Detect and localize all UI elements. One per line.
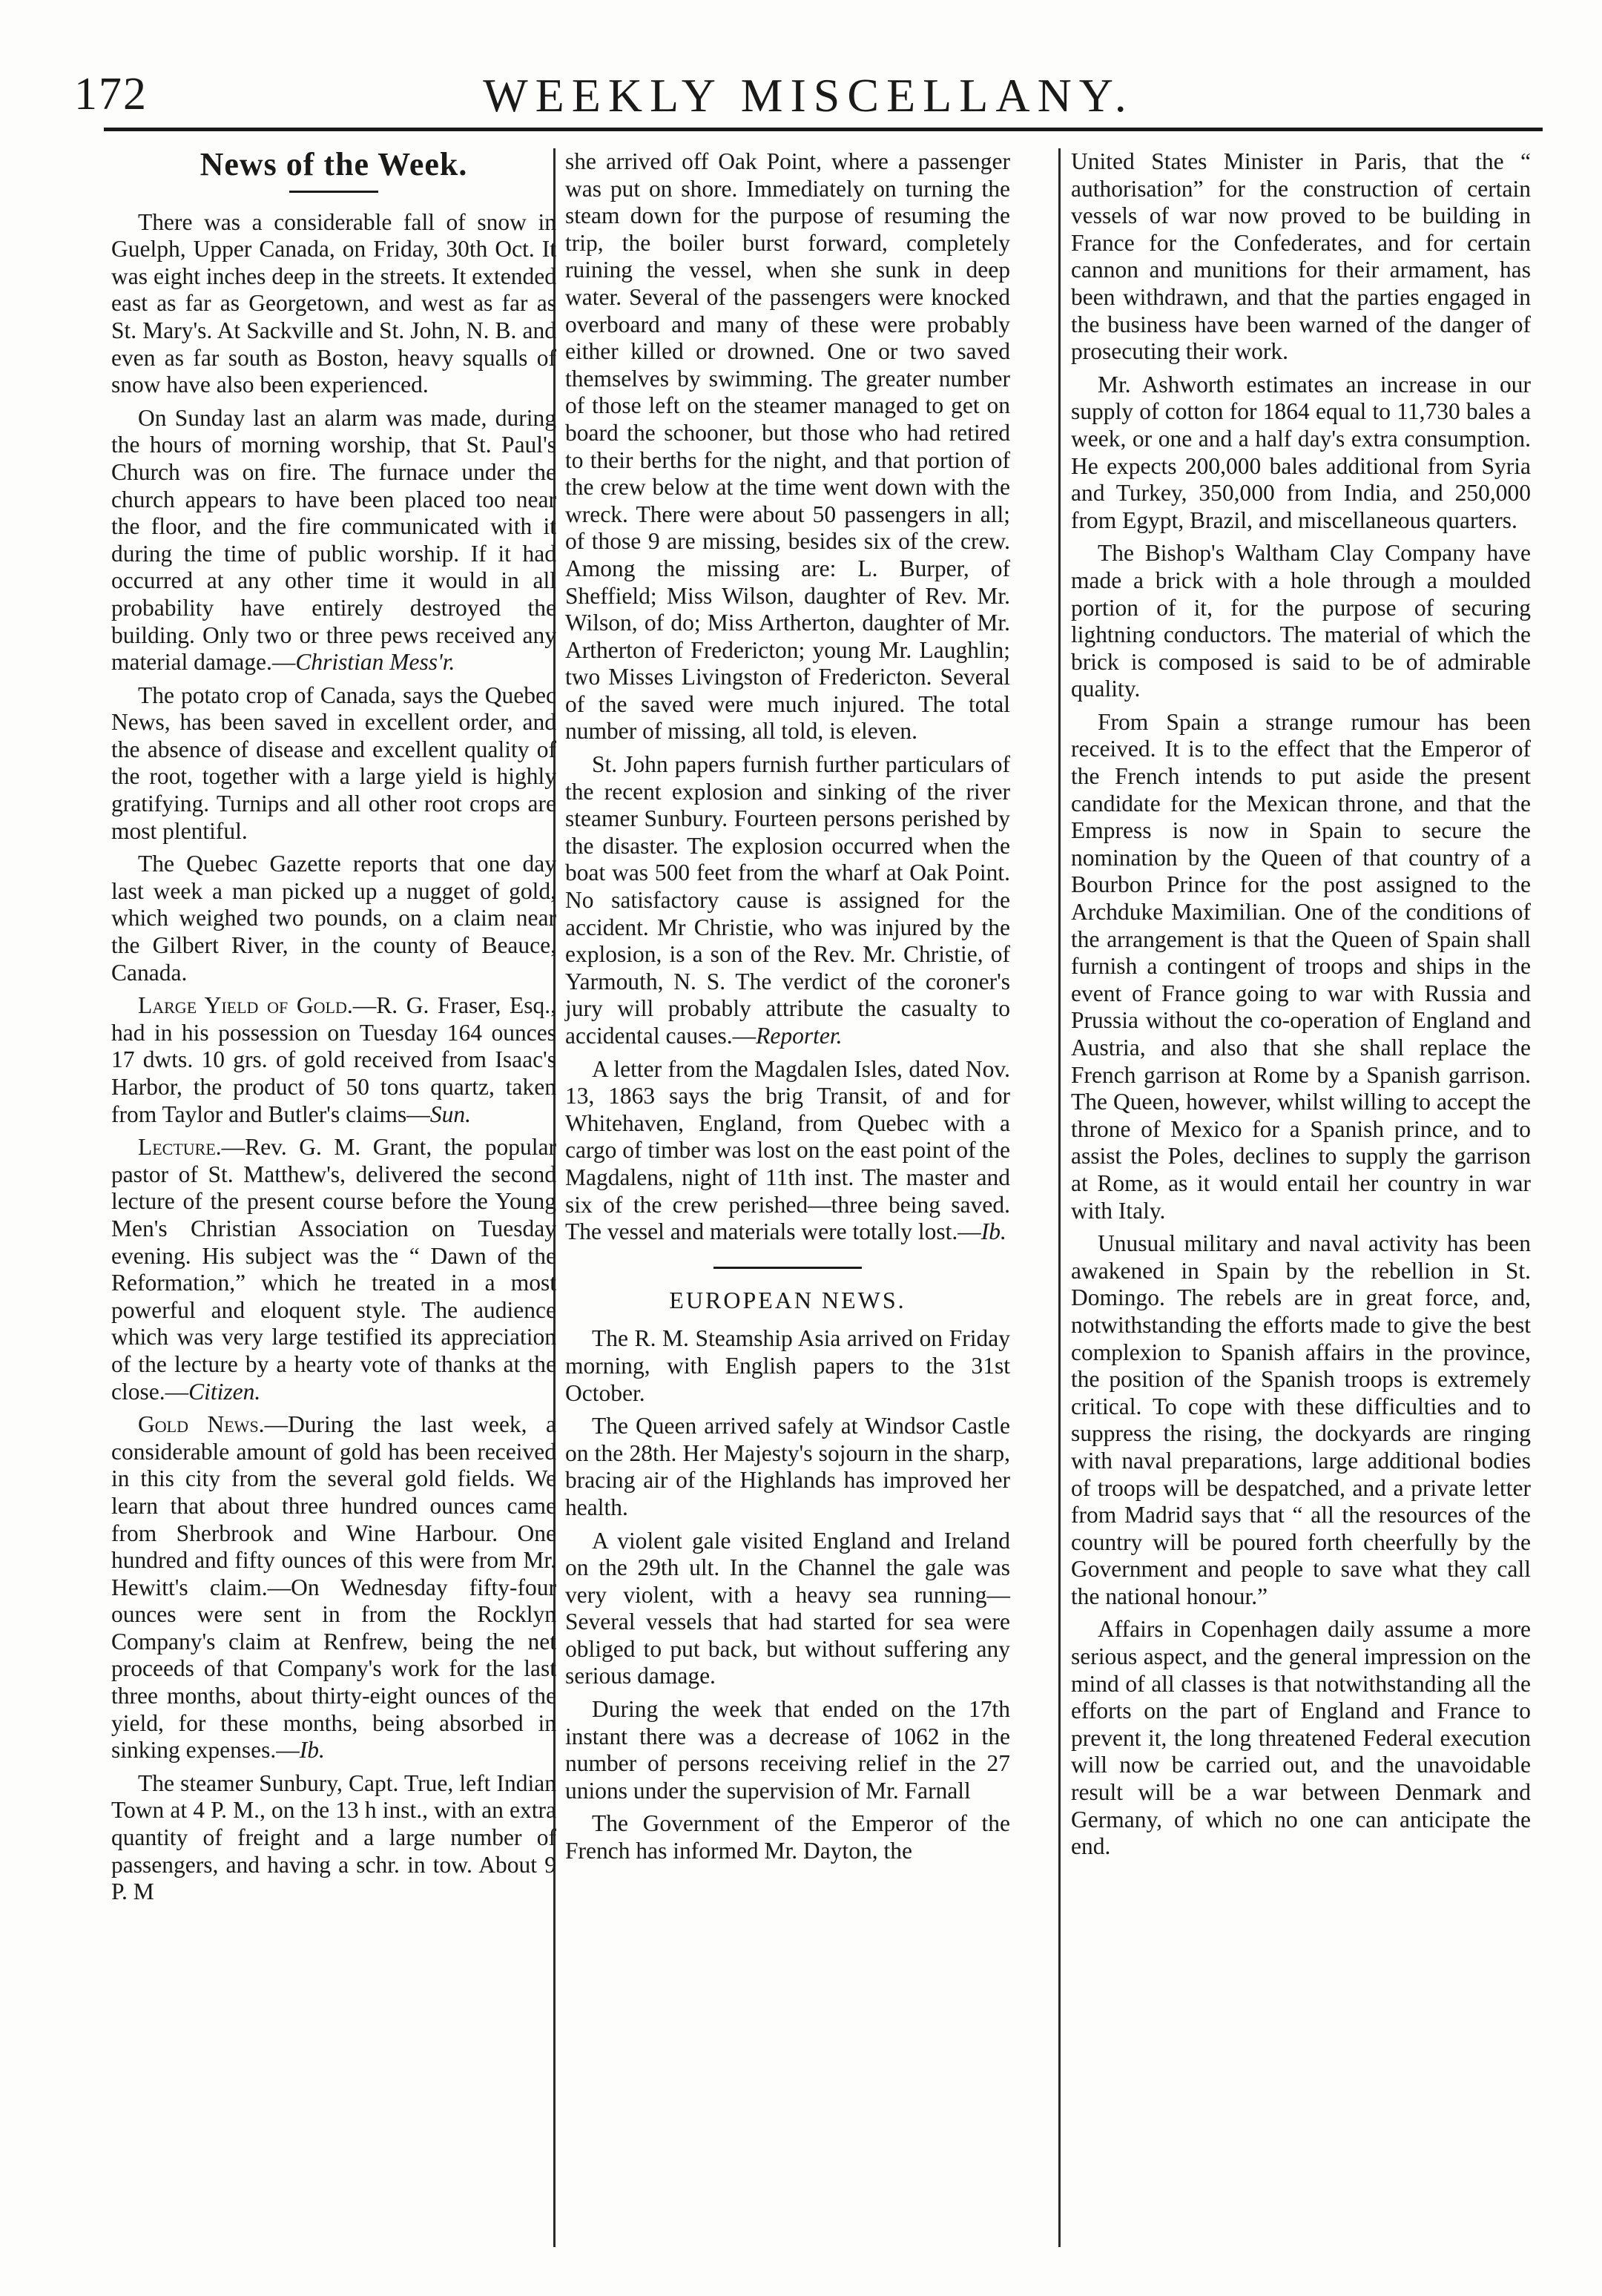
article-french-government: The Government of the Emperor of the French has informed Mr. Dayton, the: [565, 1810, 1010, 1864]
article-spain-rumour: From Spain a strange rumour has been received. It is to the effect that the Emperor of the French intends to put aside the present candidate for the Mexican throne, and that the Empress is now in Spain to secure the nomination by the Queen of that country of a Bourbon Prince for the post assigned to the Archduke Maximilian. One of the conditions of the arrangement is that the Queen of Spain shall furnish a contingent of troops and ships in the event of France going to war with Russia and Prussia without the co-operation of England and Austria, and also that she shall replace the French garrison at Rome by a Spanish garrison. The Queen, however, whilst willing to accept the throne of Mexico for a Spanish prince, and to assist the Poles, declines to supply the garrison at Rome, as it would entail her country in war with Italy.: [1071, 708, 1531, 1224]
article-source: Reporter.: [756, 1023, 843, 1049]
article-spain-military: Unusual military and naval activity has been awakened in Spain by the rebellion in St. Domingo. The rebels are in great force, and, notwithstanding the efforts made to give the best complexion to Spanish affairs in the province, the position of the Spanish troops is extremely critical. To cope with these difficulties and to suppress the rising, the dockyards are ringing with naval preparations, large additional bodies of troops will be despatched, and a private letter from Madrid says that “ all the resources of the country will be poured forth cheerfully by the Government and people to save what they call the national honour.”: [1071, 1230, 1531, 1609]
column-1: [111, 148, 556, 1912]
article-body: —Rev. G. M. Grant, the popular pastor of St. Matthew's, delivered the second lecture of the present course before the Young Men's Christian Association on Tuesday evening. His subject was the “ Dawn of the Reformation,” which he treated in a most powerful and eloquent style. The audience which was very large testified its appreciation of the lecture by a hearty vote of thanks at the close.—: [111, 1134, 556, 1405]
article-queen-windsor: The Queen arrived safely at Windsor Castle on the 28th. Her Majesty's sojourn in the sharp, bracing air of the Highlands has improved her health.: [565, 1413, 1010, 1520]
masthead-title: WEEKLY MISCELLANY.: [483, 69, 1134, 122]
article-source: Ib.: [980, 1218, 1006, 1245]
article-gold-nugget: The Quebec Gazette reports that one day last week a man picked up a nugget of gold, which weighed two pounds, on a claim near the Gilbert River, in the county of Beauce, Canada.: [111, 851, 556, 986]
article-asia-arrival: The R. M. Steamship Asia arrived on Friday morning, with English papers to the 31st October.: [565, 1325, 1010, 1406]
article-church-fire: [111, 405, 556, 676]
article-source: Citizen.: [188, 1378, 261, 1405]
article-body: —During the last week, a considerable amount of gold has been received in this city from the several gold fields. We learn that about three hundred ounces came from Sherbrook and Wine Harbour. One hundred and fifty ounces of this were from Mr. Hewitt's claim.—On Wednesday fifty-four ounces were sent in from the Rocklyn Company's claim at Renfrew, being the net proceeds of that Company's work for the last three months, about thirty-eight ounces of the yield, for these months, being absorbed in sinking expenses.—: [111, 1411, 556, 1764]
article-source: Ib.: [299, 1737, 325, 1764]
article-body: St. John papers furnish further particulars of the recent explosion and sinking of the river steamer Sunbury. Fourteen persons perished by the disaster. The explosion occurred when the boat was 500 feet from the wharf at Oak Point. No satisfactory cause is assigned for the accident. Mr Christie, who was injured by the explosion, is a son of the Rev. Mr. Christie, of Yarmouth, N. S. The verdict of the coroner's jury will probably attribute the casualty to accidental causes.—: [565, 751, 1010, 1049]
article-minister-paris: United States Minister in Paris, that the “ authorisation” for the construction of certain vessels of war now proved to be building in France for the Confederates, and for certain cannon and munitions for their armament, has been withdrawn, and that the parties engaged in the business have been warned of the danger of prosecuting their work.: [1071, 148, 1531, 365]
article-body: —R. G. Fraser, Esq., had in his possession on Tuesday 164 ounces 17 dwts. 10 grs. of gold received from Isaac's Harbor, the product of 50 tons quartz, taken from Taylor and Butler's claims—: [111, 992, 557, 1127]
article-body: On Sunday last an alarm was made, during the hours of morning worship, that St. Paul's Church was on fire. The furnace under the church appears to have been placed too near the floor, and the fire communicated with it during the time of public worship. If it had occurred at any other time it would in all probability have entirely destroyed the building. Only two or three pews received any material damage.—: [111, 404, 556, 676]
article-clay-company: The Bishop's Waltham Clay Company have made a brick with a hole through a moulded portion of it, for the purpose of securing lightning conductors. The material of which the brick is composed is said to be of admirable quality.: [1071, 540, 1531, 702]
title-rule: [289, 191, 378, 193]
article-lecture: [111, 1134, 556, 1405]
page-number: 172: [74, 69, 148, 119]
article-copenhagen: Affairs in Copenhagen daily assume a more serious aspect, and the general impression on the mind of all classes is that notwithstanding all the efforts on the part of England and France to prevent it, the long threatened Federal execution will now be carried out, and the unavoidable result will be a war between Denmark and Germany, of which no one can anticipate the end.: [1071, 1616, 1531, 1860]
article-heading: Gold News.: [138, 1411, 265, 1438]
column-2: [565, 148, 1010, 1871]
article-relief-decrease: During the week that ended on the 17th instant there was a decrease of 1062 in the number of persons receiving relief in the 27 unions under the supervision of Mr. Farnall: [565, 1696, 1010, 1804]
article-gold-news: [111, 1411, 556, 1764]
article-steamer-sunbury: The steamer Sunbury, Capt. True, left Indian Town at 4 P. M., on the 13 h inst., with an extra quantity of freight and a large number of passengers, and having a schr. in tow. About 9 P. M: [111, 1769, 556, 1905]
article-violent-gale: A violent gale visited England and Ireland on the 29th ult. In the Channel the gale was very violent, with a heavy sea running—Several vessels that had started for sea were obliged to put back, but without suffering any serious damage.: [565, 1527, 1010, 1689]
article-sunbury-particulars: [565, 751, 1010, 1050]
article-heading: Lecture.: [138, 1134, 222, 1161]
column-3: [1071, 148, 1531, 1867]
section-rule: [713, 1267, 862, 1269]
section-title-news: News of the Week.: [200, 146, 468, 182]
article-snowfall: There was a considerable fall of snow in Guelph, Upper Canada, on Friday, 30th Oct. It was eight inches deep in the streets. It extended east as far as Georgetown, and west as far as St. Mary's. At Sackville and St. John, N. B. and even as far south as Boston, heavy squalls of snow have also been experienced.: [111, 208, 556, 398]
column-divider-right: [1058, 148, 1061, 2247]
article-source: Sun.: [429, 1101, 471, 1127]
article-source: Christian Mess'r.: [295, 649, 455, 676]
article-potato-crop: The potato crop of Canada, says the Quebec News, has been saved in excellent order, and the absence of disease and excellent quality of the root, together with a large yield is highly gratifying. Turnips and all other root crops are most plentiful.: [111, 682, 556, 844]
article-yield-of-gold: [111, 992, 556, 1128]
article-magdalen-isles: [565, 1056, 1010, 1246]
page-header: [74, 68, 1543, 128]
header-rule: [104, 128, 1543, 131]
article-heading: Large Yield of Gold.: [138, 992, 353, 1019]
section-title-european-news: EUROPEAN NEWS.: [669, 1286, 906, 1313]
article-body: A letter from the Magdalen Isles, dated Nov. 13, 1863 says the brig Transit, of and for Whitehaven, England, from Quebec with a cargo of timber was lost on the east point of the Magdalens, night of 11th inst. The master and six of the crew perished—three being saved. The vessel and materials were totally lost.—: [565, 1055, 1010, 1245]
article-steamer-continued: she arrived off Oak Point, where a passenger was put on shore. Immediately on turning the steam down for the purpose of resuming the trip, the boiler burst forward, completely ruining the vessel, when she sunk in deep water. Several of the passengers were knocked overboard and many of these were probably either killed or drowned. One or two saved themselves by swimming. The greater number of those left on the steamer managed to get on board the schooner, but those who had retired to their berths for the night, and that portion of the crew below at the time went down with the wreck. There were about 50 passengers in all; of those 9 are missing, besides six of the crew. Among the missing are: L. Burper, of Sheffield; Miss Wilson, daughter of Rev. Mr. Wilson, of do; Miss Artherton, daughter of Mr. Artherton of Fredericton; young Mr. Laughlin; two Misses Livingston of Fredericton. Several of the saved were much injured. The total number of missing, all told, is eleven.: [565, 148, 1010, 745]
article-cotton-supply: Mr. Ashworth estimates an increase in our supply of cotton for 1864 equal to 11,730 bales a week, or one and a half day's extra consumption. He expects 200,000 bales additional from Syria and Turkey, 350,000 from India, and 250,000 from Egypt, Brazil, and miscellaneous quarters.: [1071, 371, 1531, 533]
